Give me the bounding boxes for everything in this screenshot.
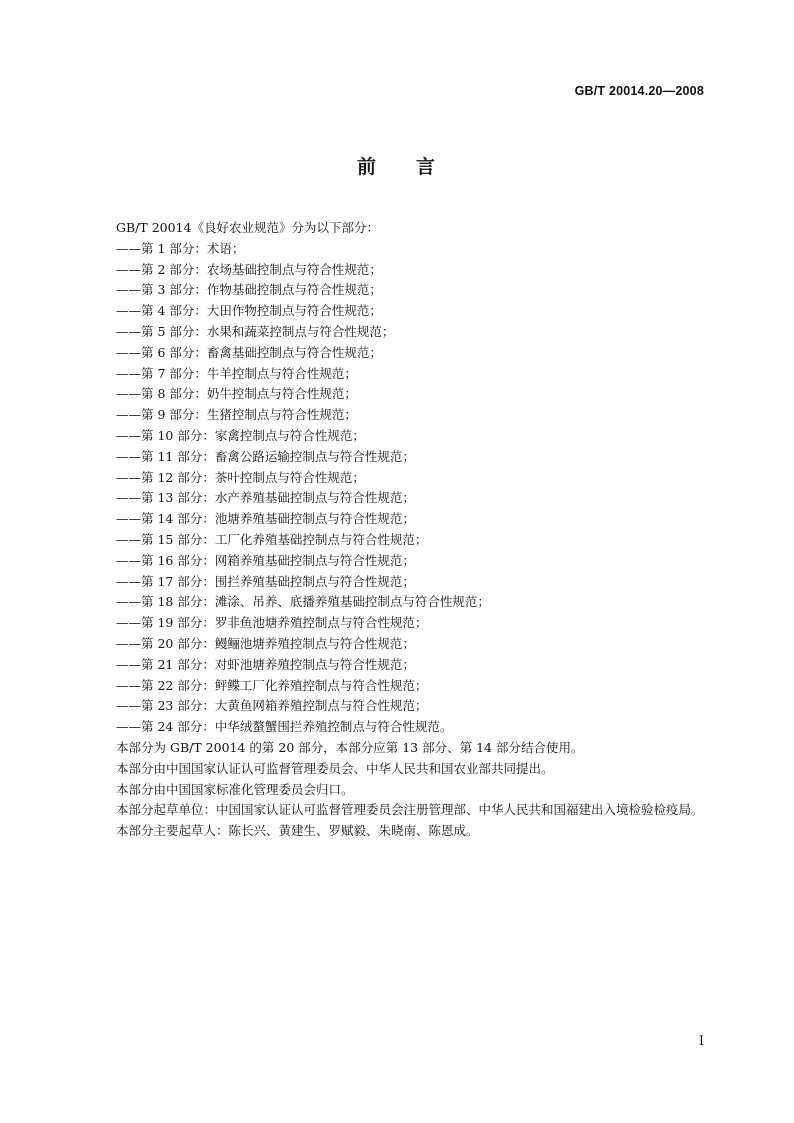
part-item: ——第 3 部分：作物基础控制点与符合性规范； [116,282,382,298]
page-title [0,152,794,179]
page-number: I [698,1034,704,1049]
part-item: ——第 19 部分：罗非鱼池塘养殖控制点与符合性规范； [116,615,428,631]
part-item: ——第 12 部分：茶叶控制点与符合性规范； [116,469,365,485]
part-item: ——第 1 部分：术语； [116,240,245,256]
part-item: ——第 2 部分：农场基础控制点与符合性规范； [116,261,382,277]
part-item: ——第 21 部分：对虾池塘养殖控制点与符合性规范； [116,656,415,672]
centralized-paragraph: 本部分由中国国家标准化管理委员会归口。 [116,781,354,797]
part-item: ——第 7 部分：牛羊控制点与符合性规范； [116,365,357,381]
part-item: ——第 5 部分：水果和蔬菜控制点与符合性规范； [116,323,395,339]
drafters-paragraph: 本部分主要起草人：陈长兴、黄建生、罗赋毅、朱晓南、陈恩成。 [116,823,479,839]
part-item: ——第 9 部分：生猪控制点与符合性规范； [116,407,357,423]
standard-code: GB/T 20014.20—2008 [574,84,704,98]
part-item: ——第 10 部分：家禽控制点与符合性规范； [116,427,365,443]
title-char-2: 言 [416,156,438,178]
part-item: ——第 13 部分：水产养殖基础控制点与符合性规范； [116,490,415,506]
part-item: ——第 23 部分：大黄鱼网箱养殖控制点与符合性规范； [116,698,428,714]
part-item: ——第 22 部分：鲆鲽工厂化养殖控制点与符合性规范； [116,677,428,693]
parts-list [90,239,706,738]
part-item: ——第 16 部分：网箱养殖基础控制点与符合性规范； [116,552,415,568]
intro-paragraph: GB/T 20014《良好农业规范》分为以下部分： [116,220,379,235]
part-item: ——第 4 部分：大田作物控制点与符合性规范； [116,303,382,319]
drafting-units-paragraph: 本部分起草单位：中国国家认证认可监督管理委员会注册管理部、中华人民共和国福建出入境检验检疫局。 [116,802,704,818]
part-item: ——第 18 部分：滩涂、吊养、底播养殖基础控制点与符合性规范； [116,594,490,610]
part-item: ——第 24 部分：中华绒螯蟹围拦养殖控制点与符合性规范。 [116,719,453,735]
part-item: ——第 6 部分：畜禽基础控制点与符合性规范； [116,344,382,360]
part-item: ——第 20 部分：鳗鲡池塘养殖控制点与符合性规范； [116,635,415,651]
document-body [90,218,706,842]
part-item: ——第 14 部分：池塘养殖基础控制点与符合性规范； [116,511,415,527]
part-item: ——第 15 部分：工厂化养殖基础控制点与符合性规范； [116,531,428,547]
part-item: ——第 11 部分：畜禽公路运输控制点与符合性规范； [116,448,415,464]
relation-paragraph: 本部分为 GB/T 20014 的第 20 部分，本部分应第 13 部分、第 14 部分结合使用。 [116,739,584,755]
title-char-1: 前 [356,156,378,178]
part-item: ——第 17 部分：围拦养殖基础控制点与符合性规范； [116,573,415,589]
proposer-paragraph: 本部分由中国国家认证认可监督管理委员会、中华人民共和国农业部共同提出。 [116,760,554,776]
part-item: ——第 8 部分：奶牛控制点与符合性规范； [116,386,357,402]
